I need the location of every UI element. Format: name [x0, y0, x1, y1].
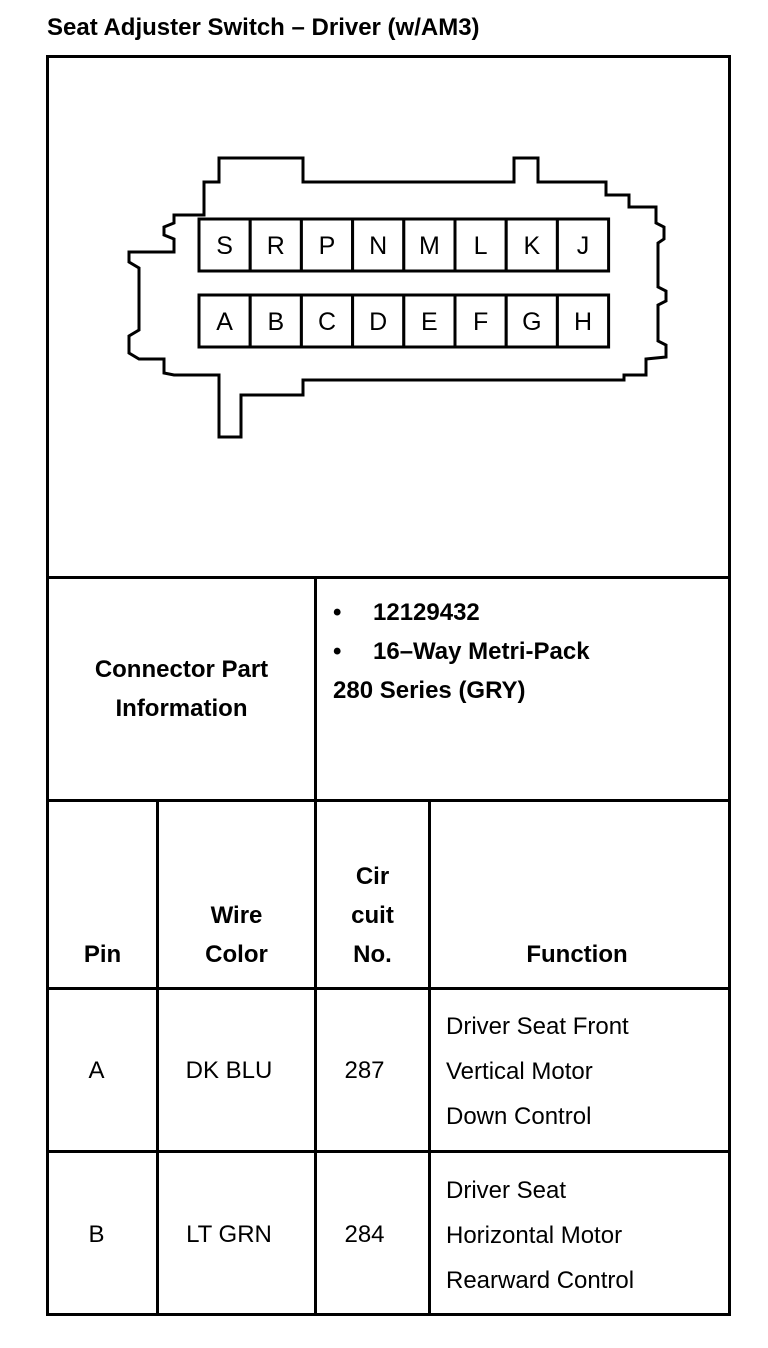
- pin-cavity-e: [404, 295, 455, 347]
- part-info-label: [49, 579, 314, 799]
- part-info-label-line: Information: [115, 695, 248, 722]
- pin-label: L: [473, 232, 488, 260]
- pin-cavity-f: [455, 295, 506, 347]
- pin-label: J: [576, 232, 590, 260]
- pin-cavity-g: [506, 295, 557, 347]
- pin-cavity-c: [301, 295, 352, 347]
- row-pin: B: [88, 1221, 105, 1248]
- pin-label: P: [318, 232, 336, 260]
- pin-cavity-s: [199, 219, 250, 271]
- row-function: [446, 1168, 726, 1303]
- header-circuit-no: [317, 857, 428, 974]
- row-wire-color: LT GRN: [186, 1221, 272, 1248]
- header-pin: Pin: [83, 941, 122, 968]
- row-circuit: 284: [344, 1221, 385, 1248]
- row-function-line: Down Control: [446, 1103, 592, 1130]
- page-title: Seat Adjuster Switch – Driver (w/AM3): [47, 14, 480, 41]
- header-wire-color: [159, 896, 314, 974]
- header-wire-line: Wire: [210, 902, 263, 929]
- pin-cavity-d: [353, 295, 404, 347]
- pin-label: G: [522, 308, 542, 336]
- pin-label: F: [472, 308, 489, 336]
- row-function-line: Vertical Motor: [446, 1058, 593, 1085]
- header-wire-line: Color: [205, 941, 268, 968]
- pin-cavity-a: [199, 295, 250, 347]
- bullet: •: [333, 599, 342, 626]
- row-function-line: Horizontal Motor: [446, 1222, 623, 1249]
- bottom-pin-row: [199, 295, 609, 347]
- row-wire-color: DK BLU: [185, 1056, 273, 1084]
- pin-label: K: [523, 232, 541, 260]
- part-info-list: [333, 593, 723, 710]
- connector-face-diagram: [46, 55, 731, 579]
- pin-label: A: [216, 308, 233, 336]
- pin-label: H: [573, 308, 593, 336]
- row-function: [446, 1004, 726, 1139]
- part-info-label-line: Connector Part: [94, 656, 269, 683]
- pin-label: R: [266, 232, 285, 260]
- row-function-line: Driver Seat Front: [446, 1013, 629, 1040]
- pin-cavity-l: [455, 219, 506, 271]
- pin-cavity-b: [250, 295, 301, 347]
- pin-cavity-k: [506, 219, 557, 271]
- connector-outline: [46, 55, 731, 579]
- connector-series: 280 Series (GRY): [333, 677, 526, 704]
- connector-type: 16–Way Metri-Pack: [373, 638, 590, 665]
- pin-cavity-m: [404, 219, 455, 271]
- pin-cavity-h: [557, 295, 608, 347]
- pin-label: B: [267, 308, 285, 336]
- pin-label: C: [317, 308, 337, 336]
- header-circuit-line: cuit: [351, 902, 394, 929]
- header-circuit-line: Cir: [355, 863, 390, 890]
- pin-cavity-r: [250, 219, 301, 271]
- row-circuit: 287: [344, 1056, 385, 1084]
- pin-cavity-n: [353, 219, 404, 271]
- header-circuit-line: No.: [353, 941, 392, 968]
- part-number: 12129432: [373, 599, 480, 626]
- pin-label: N: [369, 232, 388, 260]
- bullet: •: [333, 638, 342, 665]
- pin-label: M: [418, 232, 440, 260]
- row-function-line: Rearward Control: [446, 1267, 635, 1294]
- pin-cavity-p: [301, 219, 352, 271]
- pin-label: E: [421, 308, 438, 336]
- divider: [46, 799, 731, 802]
- top-pin-row: [199, 219, 609, 271]
- row-function-line: Driver Seat: [446, 1177, 567, 1204]
- pin-cavity-j: [557, 219, 608, 271]
- divider: [428, 799, 431, 1316]
- pin-label: D: [369, 308, 388, 336]
- header-function: Function: [526, 941, 628, 968]
- row-pin: A: [88, 1056, 105, 1084]
- pin-label: S: [216, 232, 233, 260]
